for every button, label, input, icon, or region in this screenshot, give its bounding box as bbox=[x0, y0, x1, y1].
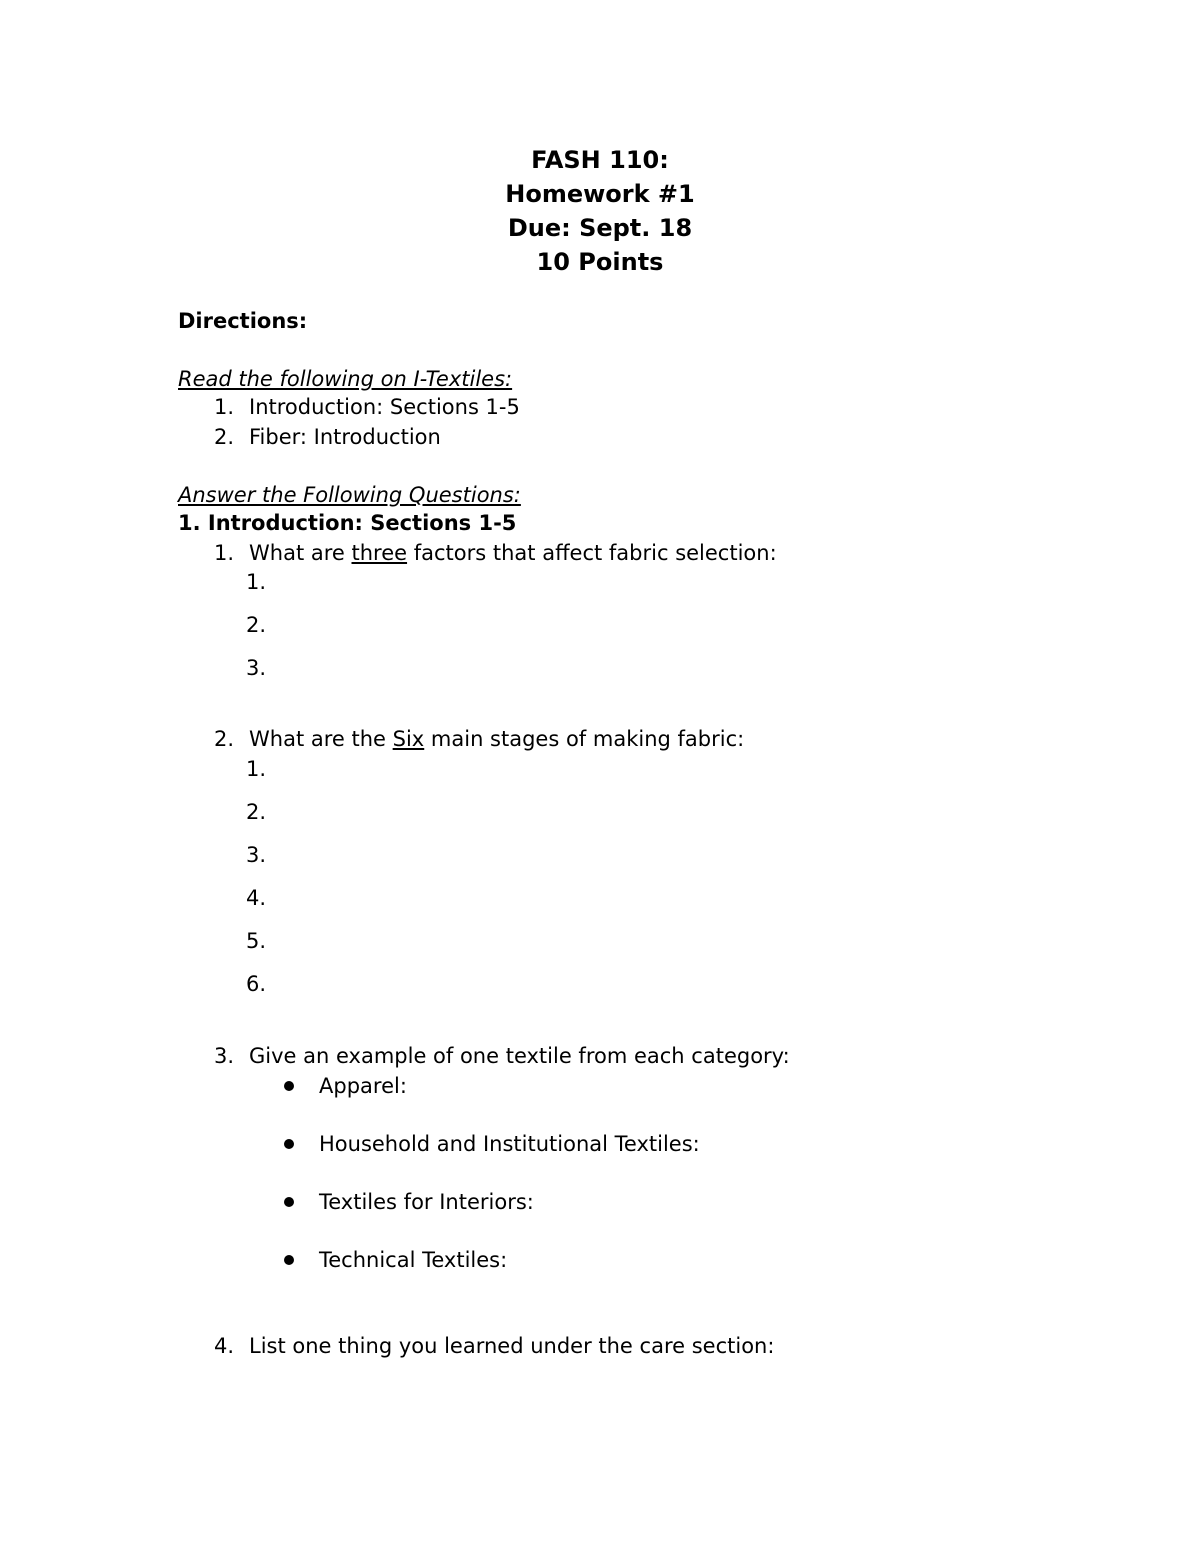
reading-item: Fiber: Introduction bbox=[249, 425, 441, 449]
question-2-emphasis: Six bbox=[392, 727, 425, 751]
questions-heading: Answer the Following Questions: bbox=[178, 483, 521, 507]
question-1-text-start: What are bbox=[249, 541, 352, 565]
answer-blank-number: 2. bbox=[246, 613, 267, 637]
answer-blank-number: 3. bbox=[246, 656, 267, 680]
question-1-emphasis: three bbox=[351, 541, 408, 565]
reading-heading: Read the following on I-Textiles: bbox=[178, 367, 513, 391]
answer-blank-number: 2. bbox=[246, 800, 267, 824]
answer-blank-number: 6. bbox=[246, 972, 267, 996]
answer-blank-number: 1. bbox=[246, 570, 267, 594]
answer-blank-number: 5. bbox=[246, 929, 267, 953]
question-number: 3. bbox=[213, 1044, 234, 1068]
question-number: 1. bbox=[213, 541, 234, 565]
category-item: Apparel: bbox=[319, 1074, 407, 1098]
category-item: Household and Institutional Textiles: bbox=[319, 1132, 700, 1156]
bullet-icon bbox=[284, 1139, 294, 1149]
directions-label: Directions: bbox=[178, 309, 308, 333]
category-item: Textiles for Interiors: bbox=[319, 1190, 534, 1214]
reading-item-number: 1. bbox=[213, 395, 234, 419]
points-value: 10 Points bbox=[536, 248, 664, 276]
part-title: 1. Introduction: Sections 1-5 bbox=[178, 511, 517, 535]
bullet-icon bbox=[284, 1081, 294, 1091]
course-title: FASH 110: bbox=[531, 146, 669, 174]
assignment-title: Homework #1 bbox=[505, 180, 695, 208]
question-4-text: List one thing you learned under the care section: bbox=[249, 1334, 775, 1358]
category-item: Technical Textiles: bbox=[319, 1248, 508, 1272]
question-2-text-end: main stages of making fabric: bbox=[424, 727, 745, 751]
due-date: Due: Sept. 18 bbox=[507, 214, 693, 242]
bullet-icon bbox=[284, 1197, 294, 1207]
question-1-text-end: factors that affect fabric selection: bbox=[407, 541, 777, 565]
bullet-icon bbox=[284, 1255, 294, 1265]
answer-blank-number: 3. bbox=[246, 843, 267, 867]
question-number: 4. bbox=[213, 1334, 234, 1358]
reading-item: Introduction: Sections 1-5 bbox=[249, 395, 520, 419]
answer-blank-number: 1. bbox=[246, 757, 267, 781]
question-number: 2. bbox=[213, 727, 234, 751]
answer-blank-number: 4. bbox=[246, 886, 267, 910]
question-2-text-start: What are the bbox=[249, 727, 393, 751]
question-1-text bbox=[249, 540, 777, 566]
question-3-text: Give an example of one textile from each category: bbox=[249, 1044, 790, 1068]
question-2-text bbox=[249, 726, 744, 752]
reading-item-number: 2. bbox=[213, 425, 234, 449]
